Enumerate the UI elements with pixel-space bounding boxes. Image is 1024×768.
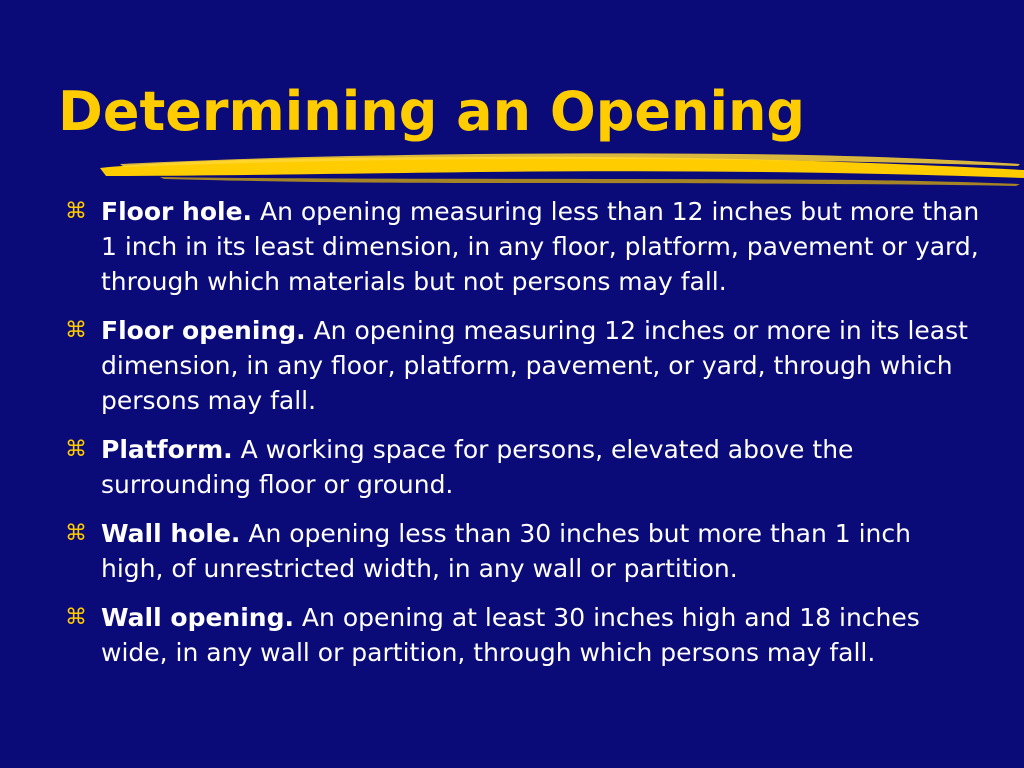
definition-text: An opening at least 30 inches high and 18 inches wide, in any wall or partition, through which persons may fall.: [101, 603, 920, 667]
slide-title: Determining an Opening: [58, 80, 806, 143]
command-icon: ⌘: [65, 605, 87, 630]
definition-list: [60, 194, 980, 684]
command-icon: ⌘: [65, 437, 87, 462]
definition-term: Floor opening.: [101, 316, 306, 345]
definition-item-wall-opening: [60, 600, 980, 670]
definition-item-floor-opening: [60, 313, 980, 418]
definition-text: A working space for persons, elevated above the surrounding floor or ground.: [101, 435, 854, 499]
definition-text: An opening less than 30 inches but more than 1 inch high, of unrestricted width, in any wall or partition.: [101, 519, 911, 583]
definition-text: An opening measuring 12 inches or more in its least dimension, in any floor, platform, pavement, or yard, through which persons may fall.: [101, 316, 968, 415]
command-icon: ⌘: [65, 199, 87, 224]
definition-term: Wall hole.: [101, 519, 241, 548]
command-icon: ⌘: [65, 318, 87, 343]
definition-term: Wall opening.: [101, 603, 294, 632]
definition-item-platform: [60, 432, 980, 502]
definition-text: An opening measuring less than 12 inches but more than 1 inch in its least dimension, in any floor, platform, pavement or yard, through which materials but not persons may fall.: [101, 197, 980, 296]
definition-term: Floor hole.: [101, 197, 253, 226]
title-underline-brushstroke: [100, 150, 1024, 190]
definition-item-floor-hole: [60, 194, 980, 299]
definition-item-wall-hole: [60, 516, 980, 586]
command-icon: ⌘: [65, 521, 87, 546]
definition-term: Platform.: [101, 435, 233, 464]
